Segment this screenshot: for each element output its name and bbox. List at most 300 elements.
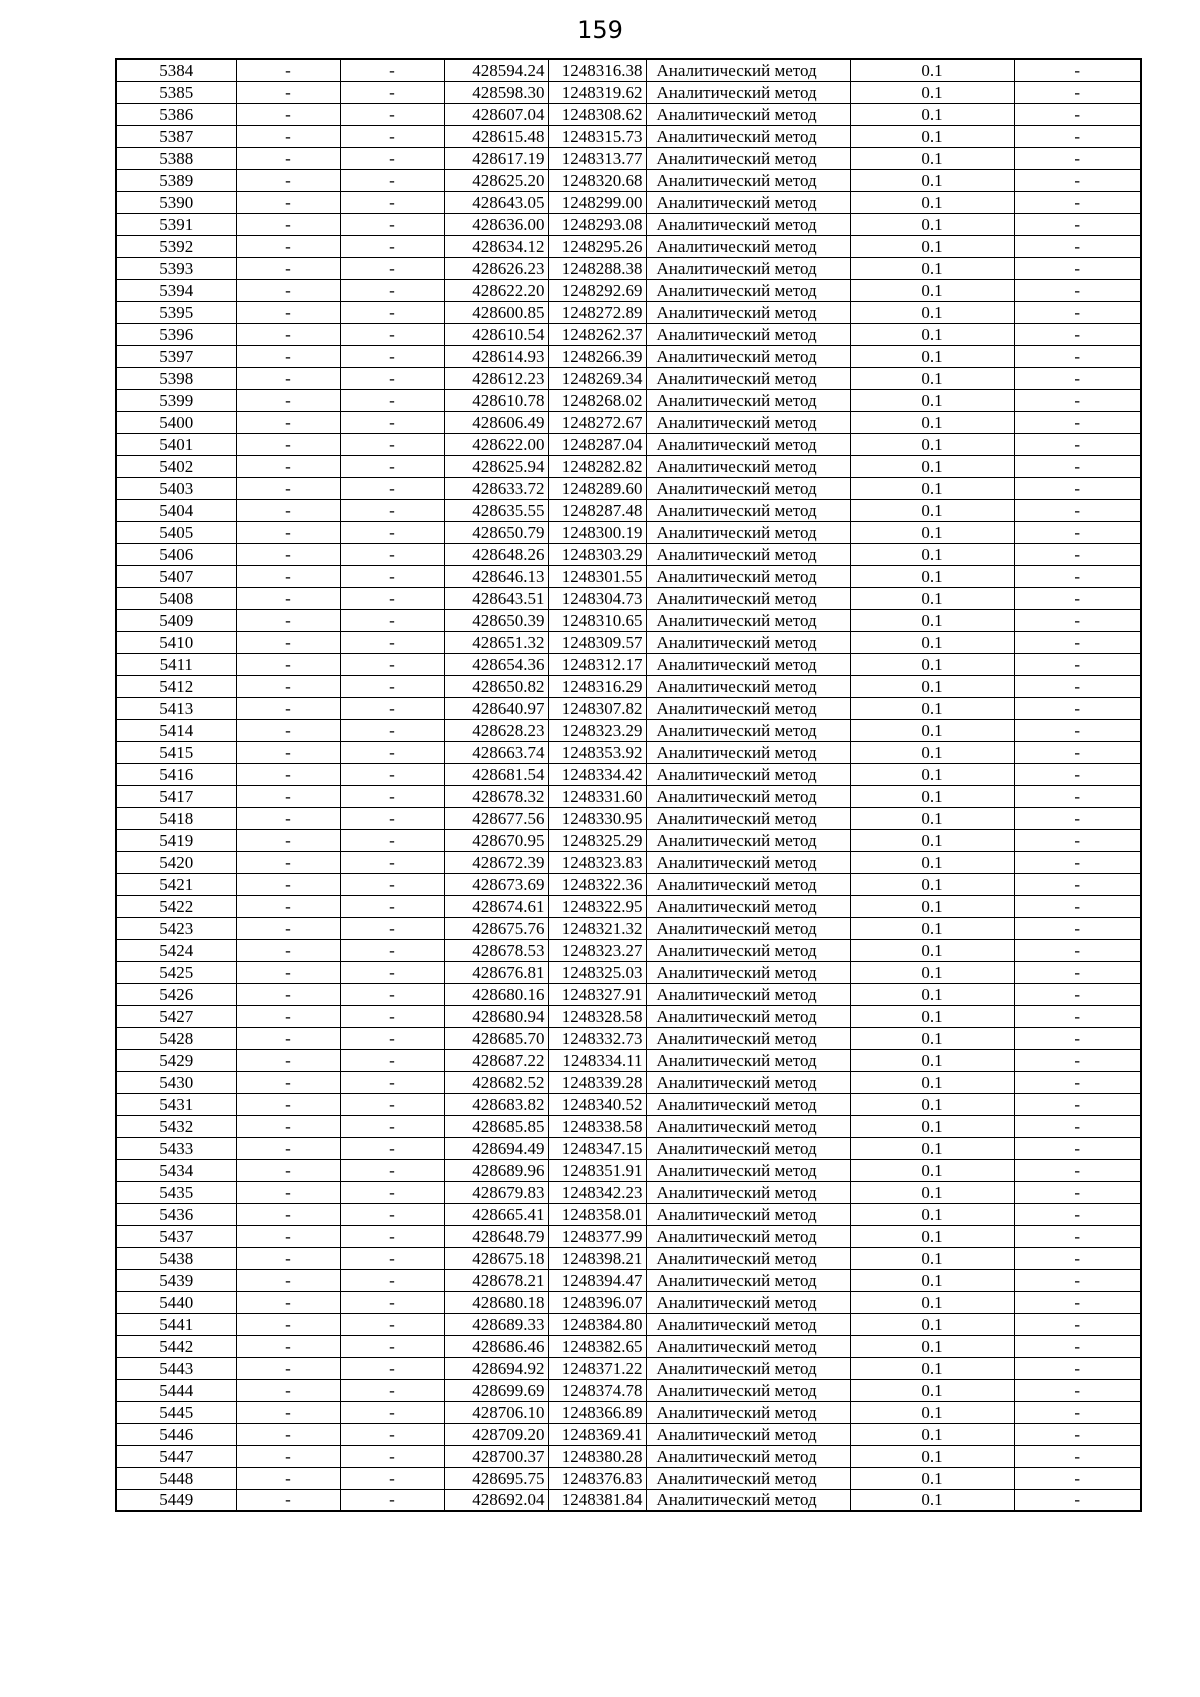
blank-cell-a: -: [236, 1137, 340, 1159]
accuracy-cell: 0.1: [850, 587, 1014, 609]
table-row: [116, 1115, 1141, 1137]
point-number-cell: 5423: [116, 917, 236, 939]
method-cell: Аналитический метод: [646, 1401, 850, 1423]
table-row: [116, 609, 1141, 631]
table-row: [116, 1225, 1141, 1247]
y-coordinate-cell: 1248307.82: [548, 697, 646, 719]
point-number-cell: 5414: [116, 719, 236, 741]
table-row: [116, 1379, 1141, 1401]
y-coordinate-cell: 1248309.57: [548, 631, 646, 653]
blank-cell-a: -: [236, 59, 340, 81]
description-cell: -: [1014, 191, 1141, 213]
method-cell: Аналитический метод: [646, 433, 850, 455]
point-number-cell: 5405: [116, 521, 236, 543]
table-row: [116, 1423, 1141, 1445]
blank-cell-a: -: [236, 1027, 340, 1049]
point-number-cell: 5439: [116, 1269, 236, 1291]
x-coordinate-cell: 428675.76: [444, 917, 548, 939]
method-cell: Аналитический метод: [646, 1093, 850, 1115]
accuracy-cell: 0.1: [850, 829, 1014, 851]
x-coordinate-cell: 428625.94: [444, 455, 548, 477]
x-coordinate-cell: 428648.26: [444, 543, 548, 565]
accuracy-cell: 0.1: [850, 499, 1014, 521]
y-coordinate-cell: 1248262.37: [548, 323, 646, 345]
point-number-cell: 5449: [116, 1489, 236, 1511]
y-coordinate-cell: 1248323.27: [548, 939, 646, 961]
x-coordinate-cell: 428700.37: [444, 1445, 548, 1467]
y-coordinate-cell: 1248358.01: [548, 1203, 646, 1225]
table-row: [116, 191, 1141, 213]
page-number: 159: [577, 16, 623, 44]
description-cell: -: [1014, 499, 1141, 521]
method-cell: Аналитический метод: [646, 1489, 850, 1511]
blank-cell-b: -: [340, 543, 444, 565]
x-coordinate-cell: 428675.18: [444, 1247, 548, 1269]
blank-cell-a: -: [236, 1181, 340, 1203]
y-coordinate-cell: 1248340.52: [548, 1093, 646, 1115]
description-cell: -: [1014, 411, 1141, 433]
y-coordinate-cell: 1248303.29: [548, 543, 646, 565]
table-row: [116, 565, 1141, 587]
table-row: [116, 169, 1141, 191]
y-coordinate-cell: 1248319.62: [548, 81, 646, 103]
y-coordinate-cell: 1248325.29: [548, 829, 646, 851]
point-number-cell: 5397: [116, 345, 236, 367]
description-cell: -: [1014, 609, 1141, 631]
method-cell: Аналитический метод: [646, 125, 850, 147]
accuracy-cell: 0.1: [850, 785, 1014, 807]
point-number-cell: 5438: [116, 1247, 236, 1269]
blank-cell-b: -: [340, 59, 444, 81]
description-cell: -: [1014, 1005, 1141, 1027]
blank-cell-a: -: [236, 719, 340, 741]
accuracy-cell: 0.1: [850, 235, 1014, 257]
method-cell: Аналитический метод: [646, 279, 850, 301]
method-cell: Аналитический метод: [646, 587, 850, 609]
point-number-cell: 5418: [116, 807, 236, 829]
point-number-cell: 5443: [116, 1357, 236, 1379]
accuracy-cell: 0.1: [850, 411, 1014, 433]
blank-cell-a: -: [236, 1335, 340, 1357]
table-row: [116, 389, 1141, 411]
blank-cell-a: -: [236, 587, 340, 609]
table-row: [116, 1203, 1141, 1225]
method-cell: Аналитический метод: [646, 81, 850, 103]
blank-cell-b: -: [340, 983, 444, 1005]
point-number-cell: 5395: [116, 301, 236, 323]
blank-cell-a: -: [236, 785, 340, 807]
point-number-cell: 5429: [116, 1049, 236, 1071]
blank-cell-b: -: [340, 939, 444, 961]
accuracy-cell: 0.1: [850, 631, 1014, 653]
description-cell: -: [1014, 917, 1141, 939]
blank-cell-a: -: [236, 279, 340, 301]
table-row: [116, 1181, 1141, 1203]
x-coordinate-cell: 428622.00: [444, 433, 548, 455]
y-coordinate-cell: 1248342.23: [548, 1181, 646, 1203]
method-cell: Аналитический метод: [646, 59, 850, 81]
method-cell: Аналитический метод: [646, 807, 850, 829]
accuracy-cell: 0.1: [850, 103, 1014, 125]
method-cell: Аналитический метод: [646, 609, 850, 631]
y-coordinate-cell: 1248322.36: [548, 873, 646, 895]
table-row: [116, 851, 1141, 873]
blank-cell-b: -: [340, 1467, 444, 1489]
y-coordinate-cell: 1248321.32: [548, 917, 646, 939]
blank-cell-a: -: [236, 345, 340, 367]
y-coordinate-cell: 1248398.21: [548, 1247, 646, 1269]
accuracy-cell: 0.1: [850, 565, 1014, 587]
table-row: [116, 235, 1141, 257]
x-coordinate-cell: 428692.04: [444, 1489, 548, 1511]
accuracy-cell: 0.1: [850, 521, 1014, 543]
point-number-cell: 5412: [116, 675, 236, 697]
y-coordinate-cell: 1248300.19: [548, 521, 646, 543]
point-number-cell: 5434: [116, 1159, 236, 1181]
x-coordinate-cell: 428665.41: [444, 1203, 548, 1225]
accuracy-cell: 0.1: [850, 345, 1014, 367]
blank-cell-a: -: [236, 1489, 340, 1511]
description-cell: -: [1014, 1291, 1141, 1313]
blank-cell-b: -: [340, 1423, 444, 1445]
table-row: [116, 279, 1141, 301]
x-coordinate-cell: 428610.78: [444, 389, 548, 411]
table-row: [116, 961, 1141, 983]
y-coordinate-cell: 1248310.65: [548, 609, 646, 631]
x-coordinate-cell: 428676.81: [444, 961, 548, 983]
blank-cell-b: -: [340, 257, 444, 279]
point-number-cell: 5435: [116, 1181, 236, 1203]
point-number-cell: 5388: [116, 147, 236, 169]
blank-cell-b: -: [340, 345, 444, 367]
y-coordinate-cell: 1248381.84: [548, 1489, 646, 1511]
x-coordinate-cell: 428617.19: [444, 147, 548, 169]
blank-cell-a: -: [236, 851, 340, 873]
x-coordinate-cell: 428680.94: [444, 1005, 548, 1027]
description-cell: -: [1014, 829, 1141, 851]
description-cell: -: [1014, 1225, 1141, 1247]
table-row: [116, 521, 1141, 543]
accuracy-cell: 0.1: [850, 59, 1014, 81]
blank-cell-b: -: [340, 873, 444, 895]
blank-cell-b: -: [340, 301, 444, 323]
blank-cell-b: -: [340, 1291, 444, 1313]
description-cell: -: [1014, 895, 1141, 917]
blank-cell-b: -: [340, 1005, 444, 1027]
accuracy-cell: 0.1: [850, 1269, 1014, 1291]
table-row: [116, 345, 1141, 367]
description-cell: -: [1014, 1049, 1141, 1071]
y-coordinate-cell: 1248268.02: [548, 389, 646, 411]
x-coordinate-cell: 428594.24: [444, 59, 548, 81]
description-cell: -: [1014, 587, 1141, 609]
blank-cell-a: -: [236, 1291, 340, 1313]
x-coordinate-cell: 428694.49: [444, 1137, 548, 1159]
x-coordinate-cell: 428689.33: [444, 1313, 548, 1335]
y-coordinate-cell: 1248353.92: [548, 741, 646, 763]
point-number-cell: 5437: [116, 1225, 236, 1247]
description-cell: -: [1014, 345, 1141, 367]
table-row: [116, 741, 1141, 763]
point-number-cell: 5402: [116, 455, 236, 477]
point-number-cell: 5422: [116, 895, 236, 917]
blank-cell-b: -: [340, 1247, 444, 1269]
point-number-cell: 5415: [116, 741, 236, 763]
blank-cell-b: -: [340, 829, 444, 851]
blank-cell-b: -: [340, 389, 444, 411]
blank-cell-a: -: [236, 631, 340, 653]
accuracy-cell: 0.1: [850, 653, 1014, 675]
blank-cell-a: -: [236, 499, 340, 521]
y-coordinate-cell: 1248322.95: [548, 895, 646, 917]
accuracy-cell: 0.1: [850, 1379, 1014, 1401]
description-cell: -: [1014, 477, 1141, 499]
y-coordinate-cell: 1248376.83: [548, 1467, 646, 1489]
blank-cell-b: -: [340, 191, 444, 213]
point-number-cell: 5400: [116, 411, 236, 433]
blank-cell-a: -: [236, 257, 340, 279]
method-cell: Аналитический метод: [646, 763, 850, 785]
point-number-cell: 5445: [116, 1401, 236, 1423]
method-cell: Аналитический метод: [646, 103, 850, 125]
blank-cell-a: -: [236, 411, 340, 433]
y-coordinate-cell: 1248330.95: [548, 807, 646, 829]
y-coordinate-cell: 1248266.39: [548, 345, 646, 367]
blank-cell-b: -: [340, 1489, 444, 1511]
x-coordinate-cell: 428699.69: [444, 1379, 548, 1401]
accuracy-cell: 0.1: [850, 763, 1014, 785]
method-cell: Аналитический метод: [646, 917, 850, 939]
accuracy-cell: 0.1: [850, 81, 1014, 103]
point-number-cell: 5384: [116, 59, 236, 81]
x-coordinate-cell: 428650.79: [444, 521, 548, 543]
blank-cell-b: -: [340, 1203, 444, 1225]
accuracy-cell: 0.1: [850, 697, 1014, 719]
blank-cell-b: -: [340, 1269, 444, 1291]
table-row: [116, 1247, 1141, 1269]
method-cell: Аналитический метод: [646, 1313, 850, 1335]
description-cell: -: [1014, 785, 1141, 807]
point-number-cell: 5447: [116, 1445, 236, 1467]
blank-cell-a: -: [236, 565, 340, 587]
method-cell: Аналитический метод: [646, 895, 850, 917]
description-cell: -: [1014, 323, 1141, 345]
y-coordinate-cell: 1248338.58: [548, 1115, 646, 1137]
table-row: [116, 1071, 1141, 1093]
accuracy-cell: 0.1: [850, 1357, 1014, 1379]
accuracy-cell: 0.1: [850, 191, 1014, 213]
table-row: [116, 1137, 1141, 1159]
blank-cell-a: -: [236, 1269, 340, 1291]
method-cell: Аналитический метод: [646, 301, 850, 323]
description-cell: -: [1014, 257, 1141, 279]
method-cell: Аналитический метод: [646, 1137, 850, 1159]
blank-cell-a: -: [236, 543, 340, 565]
table-row: [116, 301, 1141, 323]
accuracy-cell: 0.1: [850, 1313, 1014, 1335]
y-coordinate-cell: 1248282.82: [548, 455, 646, 477]
method-cell: Аналитический метод: [646, 147, 850, 169]
x-coordinate-cell: 428680.18: [444, 1291, 548, 1313]
blank-cell-a: -: [236, 741, 340, 763]
description-cell: -: [1014, 103, 1141, 125]
method-cell: Аналитический метод: [646, 1181, 850, 1203]
blank-cell-b: -: [340, 1225, 444, 1247]
point-number-cell: 5426: [116, 983, 236, 1005]
description-cell: -: [1014, 543, 1141, 565]
description-cell: -: [1014, 851, 1141, 873]
y-coordinate-cell: 1248287.04: [548, 433, 646, 455]
y-coordinate-cell: 1248371.22: [548, 1357, 646, 1379]
blank-cell-a: -: [236, 873, 340, 895]
description-cell: -: [1014, 1401, 1141, 1423]
x-coordinate-cell: 428633.72: [444, 477, 548, 499]
point-number-cell: 5441: [116, 1313, 236, 1335]
x-coordinate-cell: 428635.55: [444, 499, 548, 521]
y-coordinate-cell: 1248269.34: [548, 367, 646, 389]
y-coordinate-cell: 1248334.42: [548, 763, 646, 785]
accuracy-cell: 0.1: [850, 917, 1014, 939]
description-cell: -: [1014, 1203, 1141, 1225]
x-coordinate-cell: 428654.36: [444, 653, 548, 675]
blank-cell-a: -: [236, 1467, 340, 1489]
y-coordinate-cell: 1248382.65: [548, 1335, 646, 1357]
method-cell: Аналитический метод: [646, 1467, 850, 1489]
x-coordinate-cell: 428634.12: [444, 235, 548, 257]
table-row: [116, 917, 1141, 939]
method-cell: Аналитический метод: [646, 323, 850, 345]
x-coordinate-cell: 428678.21: [444, 1269, 548, 1291]
description-cell: -: [1014, 1071, 1141, 1093]
accuracy-cell: 0.1: [850, 1049, 1014, 1071]
method-cell: Аналитический метод: [646, 477, 850, 499]
method-cell: Аналитический метод: [646, 1027, 850, 1049]
blank-cell-a: -: [236, 1049, 340, 1071]
x-coordinate-cell: 428663.74: [444, 741, 548, 763]
table-row: [116, 1291, 1141, 1313]
blank-cell-a: -: [236, 455, 340, 477]
blank-cell-b: -: [340, 961, 444, 983]
table-row: [116, 785, 1141, 807]
x-coordinate-cell: 428648.79: [444, 1225, 548, 1247]
description-cell: -: [1014, 741, 1141, 763]
y-coordinate-cell: 1248325.03: [548, 961, 646, 983]
blank-cell-a: -: [236, 81, 340, 103]
x-coordinate-cell: 428680.16: [444, 983, 548, 1005]
blank-cell-a: -: [236, 1357, 340, 1379]
table-row: [116, 1313, 1141, 1335]
y-coordinate-cell: 1248334.11: [548, 1049, 646, 1071]
point-number-cell: 5404: [116, 499, 236, 521]
blank-cell-b: -: [340, 455, 444, 477]
blank-cell-a: -: [236, 675, 340, 697]
method-cell: Аналитический метод: [646, 653, 850, 675]
y-coordinate-cell: 1248328.58: [548, 1005, 646, 1027]
blank-cell-a: -: [236, 1445, 340, 1467]
method-cell: Аналитический метод: [646, 1115, 850, 1137]
accuracy-cell: 0.1: [850, 1093, 1014, 1115]
point-number-cell: 5416: [116, 763, 236, 785]
table-row: [116, 1049, 1141, 1071]
blank-cell-b: -: [340, 279, 444, 301]
blank-cell-a: -: [236, 1093, 340, 1115]
y-coordinate-cell: 1248313.77: [548, 147, 646, 169]
blank-cell-b: -: [340, 697, 444, 719]
point-number-cell: 5424: [116, 939, 236, 961]
description-cell: -: [1014, 59, 1141, 81]
point-number-cell: 5392: [116, 235, 236, 257]
description-cell: -: [1014, 939, 1141, 961]
method-cell: Аналитический метод: [646, 1357, 850, 1379]
accuracy-cell: 0.1: [850, 455, 1014, 477]
description-cell: -: [1014, 653, 1141, 675]
blank-cell-b: -: [340, 917, 444, 939]
blank-cell-a: -: [236, 147, 340, 169]
accuracy-cell: 0.1: [850, 1335, 1014, 1357]
x-coordinate-cell: 428685.85: [444, 1115, 548, 1137]
accuracy-cell: 0.1: [850, 125, 1014, 147]
y-coordinate-cell: 1248374.78: [548, 1379, 646, 1401]
blank-cell-b: -: [340, 1071, 444, 1093]
x-coordinate-cell: 428677.56: [444, 807, 548, 829]
point-number-cell: 5440: [116, 1291, 236, 1313]
accuracy-cell: 0.1: [850, 719, 1014, 741]
description-cell: -: [1014, 1423, 1141, 1445]
point-number-cell: 5399: [116, 389, 236, 411]
blank-cell-b: -: [340, 785, 444, 807]
point-number-cell: 5389: [116, 169, 236, 191]
point-number-cell: 5436: [116, 1203, 236, 1225]
point-number-cell: 5448: [116, 1467, 236, 1489]
x-coordinate-cell: 428650.82: [444, 675, 548, 697]
blank-cell-b: -: [340, 587, 444, 609]
y-coordinate-cell: 1248293.08: [548, 213, 646, 235]
point-number-cell: 5432: [116, 1115, 236, 1137]
blank-cell-a: -: [236, 103, 340, 125]
x-coordinate-cell: 428651.32: [444, 631, 548, 653]
blank-cell-a: -: [236, 433, 340, 455]
y-coordinate-cell: 1248331.60: [548, 785, 646, 807]
x-coordinate-cell: 428650.39: [444, 609, 548, 631]
point-number-cell: 5394: [116, 279, 236, 301]
description-cell: -: [1014, 983, 1141, 1005]
y-coordinate-cell: 1248288.38: [548, 257, 646, 279]
x-coordinate-cell: 428683.82: [444, 1093, 548, 1115]
description-cell: -: [1014, 1159, 1141, 1181]
blank-cell-a: -: [236, 389, 340, 411]
description-cell: -: [1014, 125, 1141, 147]
method-cell: Аналитический метод: [646, 961, 850, 983]
point-number-cell: 5430: [116, 1071, 236, 1093]
point-number-cell: 5406: [116, 543, 236, 565]
blank-cell-a: -: [236, 1071, 340, 1093]
description-cell: -: [1014, 1335, 1141, 1357]
x-coordinate-cell: 428679.83: [444, 1181, 548, 1203]
description-cell: -: [1014, 301, 1141, 323]
accuracy-cell: 0.1: [850, 983, 1014, 1005]
accuracy-cell: 0.1: [850, 477, 1014, 499]
table-row: [116, 411, 1141, 433]
method-cell: Аналитический метод: [646, 983, 850, 1005]
accuracy-cell: 0.1: [850, 1423, 1014, 1445]
blank-cell-b: -: [340, 147, 444, 169]
x-coordinate-cell: 428622.20: [444, 279, 548, 301]
method-cell: Аналитический метод: [646, 389, 850, 411]
method-cell: Аналитический метод: [646, 1335, 850, 1357]
blank-cell-b: -: [340, 477, 444, 499]
method-cell: Аналитический метод: [646, 675, 850, 697]
blank-cell-b: -: [340, 1049, 444, 1071]
